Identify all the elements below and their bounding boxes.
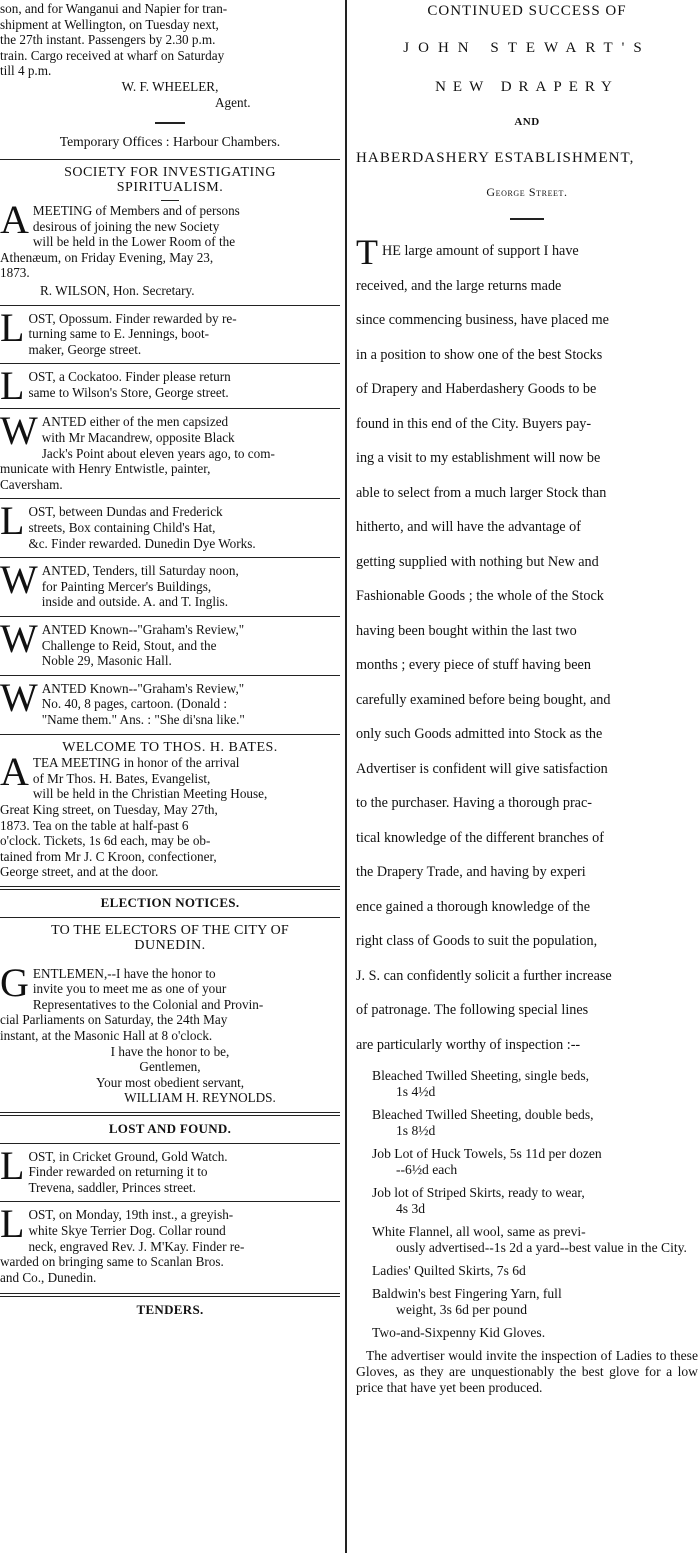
text-line: Representatives to the Colonial and Provin- [32, 996, 264, 1012]
item-text: --6½d each [396, 1162, 458, 1177]
rule [0, 557, 340, 558]
lost-opossum-notice [0, 304, 340, 358]
text-line: for Painting Mercer's Buildings, [41, 578, 212, 594]
list-item [356, 1146, 698, 1178]
item-text: White Flannel, all wool, same as previ- [372, 1224, 586, 1239]
drop-cap: W [0, 557, 38, 603]
rule [0, 1143, 340, 1144]
text-line: Challenge to Reid, Stout, and the [41, 637, 217, 653]
signature: W. F. WHEELER, [121, 78, 219, 94]
ad-heading-line: HABERDASHERY ESTABLISHMENT, [356, 150, 635, 166]
drop-cap: W [0, 408, 38, 454]
text-line: able to select from a much larger Stock than [356, 484, 607, 501]
text-line: municate with Henry Entwistle, painter, [0, 461, 211, 477]
text-line: cial Parliaments on Saturday, the 24th May [0, 1012, 228, 1028]
text-line: ANTED Known--"Graham's Review," [41, 622, 245, 637]
text-line: OST, on Monday, 19th inst., a greyish- [28, 1207, 234, 1223]
text-line: No. 40, 8 pages, cartoon. (Donald : [41, 696, 228, 712]
drop-cap: T [356, 232, 378, 272]
short-rule [510, 218, 544, 220]
text-line: received, and the large returns made [356, 277, 562, 294]
wanted-known-notice-1 [0, 616, 340, 669]
drop-cap: L [0, 304, 25, 350]
text-line: shipment at Wellington, on Tuesday next, [0, 16, 219, 32]
text-line: hitherto, and will have the advantage of [356, 519, 581, 535]
text-line: streets, Box containing Child's Hat, [28, 520, 216, 536]
rule [0, 498, 340, 499]
text-line: tical knowledge of the different branches of [356, 829, 604, 846]
text-line: Trevena, saddler, Princes street. [28, 1179, 196, 1195]
ad-heading-line: JOHN STEWART'S [403, 40, 651, 56]
ad-body [356, 234, 698, 1062]
text-line: the Drapery Trade, and having by experi [356, 864, 586, 880]
item-text: Bleached Twilled Sheeting, double beds, [372, 1107, 594, 1122]
text-line: Jack's Point about eleven years ago, to com- [41, 445, 275, 461]
shipping-notice [0, 0, 340, 110]
text-line: invite you to meet me as one of your [32, 981, 227, 997]
text-line: 1873. Tea on the table at half-past 6 [0, 817, 189, 833]
text-line: same to Wilson's Store, George street. [28, 384, 229, 400]
item-text: ously advertised--1s 2d a yard--best value in the City. [396, 1240, 687, 1255]
list-item [356, 1068, 698, 1100]
drop-cap: L [0, 1201, 25, 1247]
item-text: Job Lot of Huck Towels, 5s 11d per dozen [372, 1146, 602, 1161]
rule [0, 363, 340, 364]
text-line: white Skye Terrier Dog. Collar round [28, 1223, 226, 1238]
text-line: OST, between Dundas and Frederick [28, 504, 223, 520]
section-heading-election: ELECTION NOTICES. [100, 894, 240, 910]
text-line: right class of Goods to suit the population, [356, 933, 598, 949]
double-rule [0, 886, 340, 890]
text-line: ANTED either of the men capsized [41, 414, 229, 430]
wanted-men-notice [0, 408, 340, 492]
text-line: turning same to E. Jennings, boot- [28, 326, 210, 342]
text-line: ing a visit to my establishment will now be [356, 450, 601, 466]
text-line: &c. Finder rewarded. Dunedin Dye Works. [28, 535, 256, 551]
ad-heading-line: AND [514, 116, 540, 128]
item-text: Baldwin's best Fingering Yarn, full [372, 1286, 562, 1301]
item-text: Two-and-Sixpenny Kid Gloves. [372, 1325, 546, 1340]
text-line: months ; every piece of stuff having been [356, 657, 591, 673]
text-line: till 4 p.m. [0, 63, 52, 79]
lost-cockatoo-notice [0, 363, 340, 409]
short-rule [161, 200, 179, 201]
text-line: in a position to show one of the best Stocks [356, 346, 603, 363]
text-line: will be held in the Christian Meeting House, [32, 786, 268, 802]
right-column [356, 0, 698, 1396]
short-rule [155, 122, 185, 124]
list-item [356, 1107, 698, 1139]
rule [0, 675, 340, 676]
text-line: Finder rewarded on returning it to [28, 1164, 208, 1180]
text-line: neck, engraved Rev. J. M'Kay. Finder re- [28, 1238, 245, 1254]
drop-cap: L [0, 1142, 25, 1188]
welcome-notice [0, 740, 340, 880]
text-line: 1873. [0, 265, 30, 281]
section-heading-lost-found: LOST AND FOUND. [108, 1121, 232, 1137]
spiritualism-notice [0, 165, 340, 299]
text-line: Fashionable Goods ; the whole of the Stock [356, 588, 604, 604]
notice-heading: WELCOME TO THOS. H. BATES. [62, 739, 278, 755]
text-line: only such Goods admitted into Stock as the [356, 726, 603, 742]
rule [0, 1201, 340, 1202]
text-line: son, and for Wanganui and Napier for tran- [0, 1, 228, 16]
lost-watch-notice [0, 1142, 340, 1196]
ad-heading-line: CONTINUED SUCCESS OF [427, 3, 627, 19]
section-heading-tenders: TENDERS. [136, 1302, 204, 1318]
text-line: ENTLEMEN,--I have the honor to [32, 965, 216, 981]
electors-notice [0, 923, 340, 1107]
text-line: of Mr Thos. H. Bates, Evangelist, [32, 770, 211, 786]
text-line: I have the honor to be, [110, 1043, 230, 1059]
notice-heading: SPIRITUALISM. [116, 180, 224, 196]
double-rule [0, 1293, 340, 1297]
text-line: and Co., Dunedin. [0, 1269, 97, 1285]
list-item [356, 1224, 698, 1256]
item-text: 4s 3d [396, 1201, 426, 1216]
item-text: Bleached Twilled Sheeting, single beds, [372, 1068, 590, 1083]
item-text: 1s 8½d [396, 1123, 436, 1138]
rule [0, 408, 340, 409]
drop-cap: W [0, 674, 38, 720]
text-line: ANTED, Tenders, till Saturday noon, [41, 563, 239, 579]
text-line: tained from Mr J. C Kroon, confectioner, [0, 848, 217, 864]
text-line: HE large amount of support I have [382, 243, 579, 259]
temporary-offices: Temporary Offices : Harbour Chambers. [59, 134, 281, 150]
item-text: Job lot of Striped Skirts, ready to wear, [372, 1185, 585, 1200]
text-line: ence gained a thorough knowledge of the [356, 898, 591, 915]
text-line: Gentlemen, [139, 1059, 201, 1075]
drop-cap: A [0, 196, 29, 242]
special-lines-list [356, 1068, 698, 1341]
rule [0, 305, 340, 306]
wanted-tenders-notice [0, 557, 340, 610]
notice-heading: TO THE ELECTORS OF THE CITY OF [51, 922, 289, 938]
drop-cap: G [0, 959, 29, 1005]
text-line: getting supplied with nothing but New and [356, 553, 599, 570]
rule [0, 917, 340, 918]
notice-heading: SOCIETY FOR INVESTIGATING [64, 164, 276, 180]
text-line: since commencing business, have placed me [356, 312, 609, 328]
item-text: weight, 3s 6d per pound [396, 1302, 528, 1317]
text-line: J. S. can confidently solicit a further increase [356, 967, 612, 984]
column-divider [345, 0, 347, 1553]
double-rule [0, 1112, 340, 1116]
drop-cap: L [0, 498, 25, 544]
text-line: of Drapery and Haberdashery Goods to be [356, 381, 597, 397]
text-line: with Mr Macandrew, opposite Black [41, 430, 235, 446]
text-line: OST, a Cockatoo. Finder please return [28, 369, 231, 385]
drop-cap: L [0, 363, 25, 409]
left-column [0, 0, 340, 1318]
closing-paragraph: The advertiser would invite the inspection of Ladies to these Gloves, as they are unquestionably the best glove for a low price that have yet been produced. [356, 1348, 698, 1395]
text-line: George street, and at the door. [0, 864, 159, 880]
ad-heading-line: NEW DRAPERY [435, 79, 619, 95]
signature: R. WILSON, Hon. Secretary. [40, 282, 195, 298]
text-line: will be held in the Lower Room of the [32, 234, 236, 250]
rule [0, 159, 340, 160]
item-text: 1s 4½d [396, 1084, 436, 1099]
text-line: OST, in Cricket Ground, Gold Watch. [28, 1148, 228, 1164]
text-line: are particularly worthy of inspection :-- [356, 1036, 581, 1053]
text-line: Caversham. [0, 476, 63, 492]
drapery-advertisement [356, 3, 698, 1396]
list-item [356, 1286, 698, 1318]
text-line: Athenæum, on Friday Evening, May 23, [0, 249, 214, 265]
wanted-known-notice-2 [0, 674, 340, 728]
text-line: inside and outside. A. and T. Inglis. [41, 594, 229, 610]
text-line: the 27th instant. Passengers by 2.30 p.m. [0, 32, 216, 48]
text-line: MEETING of Members and of persons [32, 202, 240, 218]
signature-role: Agent. [215, 94, 251, 110]
list-item [356, 1185, 698, 1217]
text-line: "Name them." Ans. : "She di'sna like." [41, 711, 245, 727]
text-line: Your most obedient servant, [95, 1074, 245, 1090]
text-line: warded on bringing same to Scanlan Bros. [0, 1254, 224, 1270]
text-line: to the purchaser. Having a thorough prac- [356, 795, 592, 811]
list-item [356, 1325, 698, 1341]
rule [0, 616, 340, 617]
ad-street-line: George Street. [486, 185, 568, 199]
text-line: OST, Opossum. Finder rewarded by re- [28, 310, 237, 326]
text-line: found in this end of the City. Buyers pay- [356, 415, 592, 432]
notice-heading: DUNEDIN. [134, 938, 206, 954]
rule [0, 734, 340, 735]
drop-cap: A [0, 749, 29, 795]
text-line: Advertiser is confident will give satisfaction [356, 760, 608, 777]
text-line: instant, at the Masonic Hall at 8 o'clock. [0, 1028, 213, 1044]
lost-dog-notice [0, 1201, 340, 1285]
text-line: carefully examined before being bought, and [356, 691, 611, 708]
lost-box-notice [0, 498, 340, 551]
spacer [0, 954, 340, 966]
text-line: desirous of joining the new Society [32, 218, 220, 234]
text-line: having been bought within the last two [356, 622, 577, 639]
text-line: ANTED Known--"Graham's Review," [41, 680, 245, 696]
text-line: o'clock. Tickets, 1s 6d each, may be ob- [0, 833, 211, 849]
text-line: Noble 29, Masonic Hall. [41, 653, 172, 669]
drop-cap: W [0, 616, 38, 661]
text-line: train. Cargo received at wharf on Saturday [0, 47, 225, 63]
item-text: Ladies' Quilted Skirts, 7s 6d [372, 1263, 526, 1278]
text-line: TEA MEETING in honor of the arrival [32, 755, 240, 771]
signature: WILLIAM H. REYNOLDS. [124, 1090, 276, 1106]
text-line: Great King street, on Tuesday, May 27th, [0, 801, 218, 817]
list-item [356, 1263, 698, 1279]
text-line: of patronage. The following special lines [356, 1002, 589, 1018]
text-line: maker, George street. [28, 341, 142, 357]
